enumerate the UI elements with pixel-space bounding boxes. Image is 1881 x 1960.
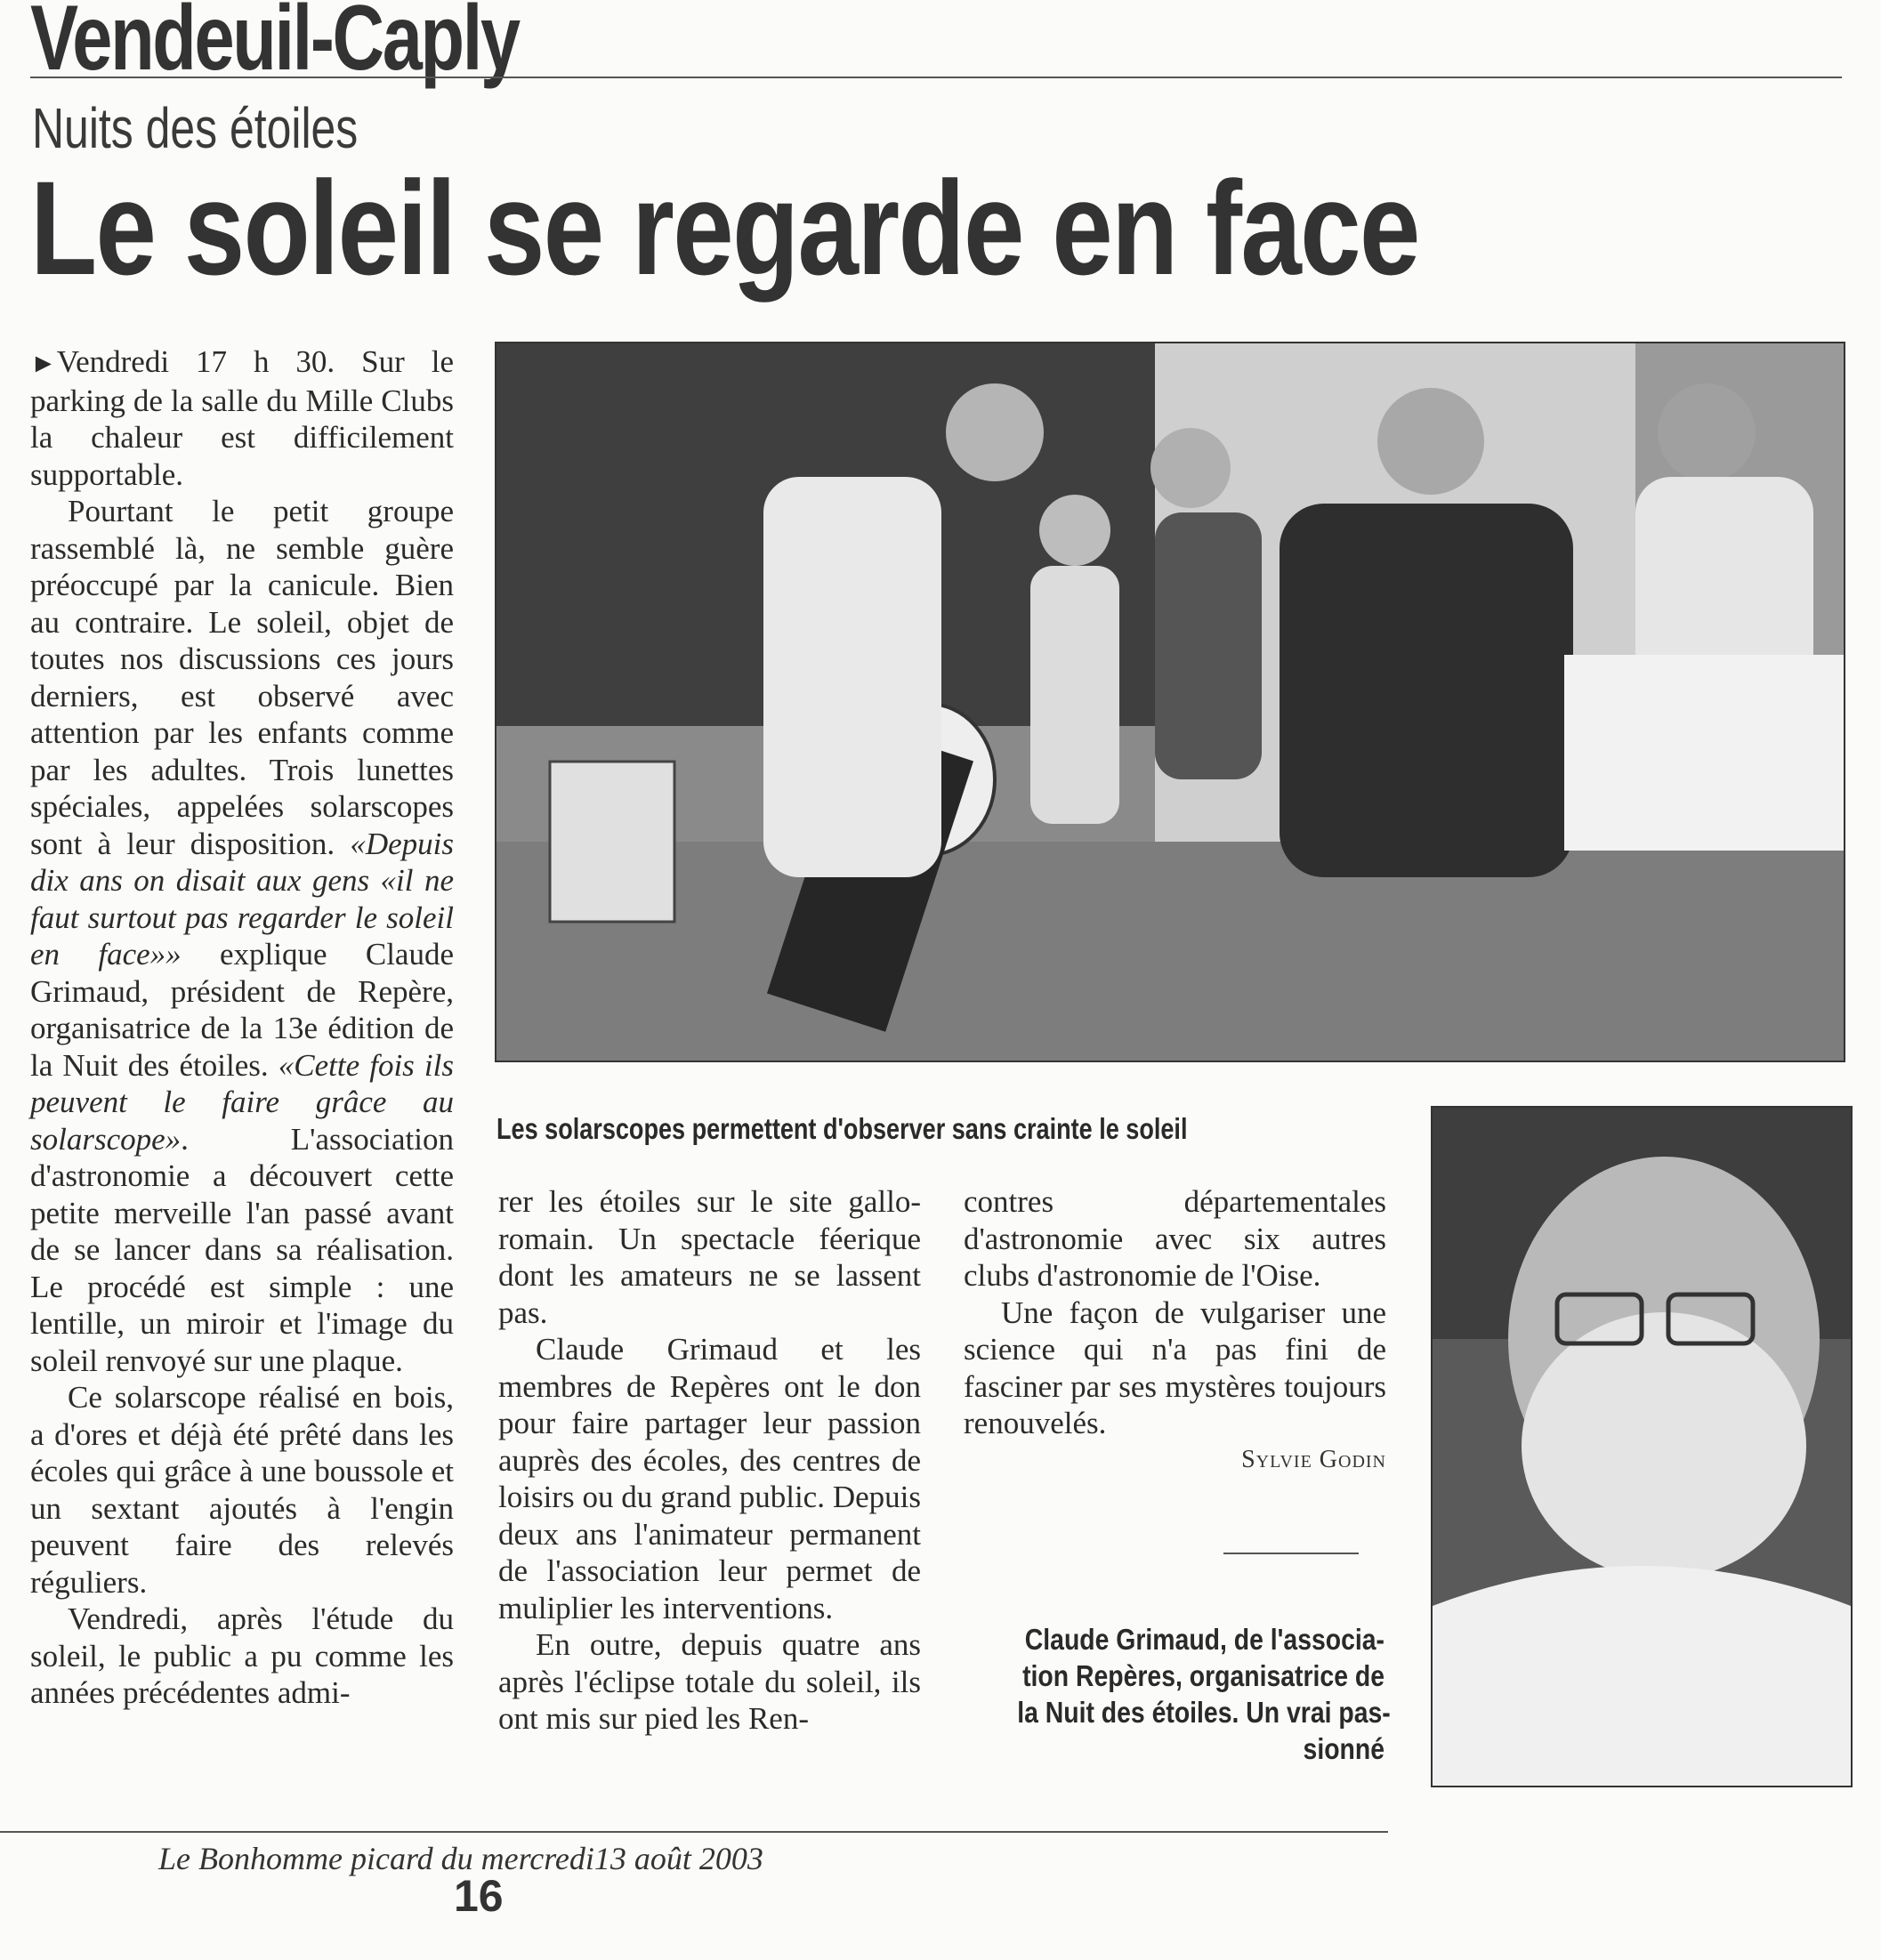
author-byline: Sylvie Godin [1241, 1446, 1386, 1473]
portrait-photo [1431, 1106, 1853, 1787]
town-heading: Vendeuil-Caply [30, 0, 519, 90]
quote-1: «Depuis dix ans on disait aux gens «il ne faut surtout pas regarder le soleil en face»» [30, 826, 454, 972]
article-column-2 [498, 1183, 921, 1738]
portrait-caption-line: Claude Grimaud, de l'associa- [1024, 1623, 1385, 1656]
page-number: 16 [454, 1871, 504, 1921]
photo-caption: Les solarscopes permettent d'observer sans crainte le soleil [496, 1112, 1188, 1145]
col3-paragraph-1: contres départementales d'astronomie avec six autres clubs d'astronomie de l'Oise. [964, 1184, 1386, 1293]
col1-paragraph-2: Pourtant le petit groupe rassemblé là, ne semble guère préoccupé par la canicule. Bien au contraire. Le soleil, objet de toutes nos discussions ces jours derniers, est observé avec attention par les enfants comme par les adultes. Trois lunettes spéciales, appelées solarscopes sont à leur disposition. [30, 494, 454, 861]
col3-paragraph-2: Une façon de vulgariser une science qui n'a pas fini de fasciner par ses mystères toujours renouvelés. [964, 1295, 1386, 1440]
col1-paragraph-2-cont: explique Claude Grimaud, président de Repère, organisatrice de la 13e édition de la Nuit des étoiles. [30, 937, 455, 1083]
col2-paragraph-3: En outre, depuis quatre ans après l'éclipse totale du soleil, ils ont mis sur pied les Ren- [498, 1627, 921, 1736]
col2-paragraph-1: rer les étoiles sur le site gallo-romain. Un spectacle féerique dont les amateurs ne se lassent pas. [498, 1184, 921, 1330]
byline-rule [1223, 1553, 1359, 1554]
header-rule [30, 77, 1842, 78]
col1-paragraph-2-end: . L'association d'astronomie a découvert cette petite merveille l'an passé avant de se lancer dans sa réalisation. Le procédé est simple : une lentille, un miroir et l'image du soleil renvoyé sur une plaque. [30, 1121, 454, 1378]
bullet-arrow-icon: ► [30, 349, 57, 378]
quote-2: «Cette fois ils peuvent le faire grâce au solarscope» [30, 1047, 454, 1157]
col1-paragraph-3: Ce solarscope réalisé en bois, a d'ores et déjà été prêté dans les écoles qui grâce à une boussole et un sextant ajoutés à l'engin peuvent faire des relevés réguliers. [30, 1380, 454, 1600]
article-headline: Le soleil se regarde en face [30, 153, 1419, 302]
col2-paragraph-2: Claude Grimaud et les membres de Repères ont le don pour faire partager leur passion auprès des écoles, des centres de loisirs ou du grand public. Depuis deux ans l'animateur permanent de l'association leur permet de muliplier les interventions. [498, 1332, 921, 1625]
portrait-caption-line: la Nuit des étoiles. Un vrai pas- [1017, 1696, 1391, 1729]
publication-source: Le Bonhomme picard du mercredi13 août 2003 [158, 1841, 763, 1876]
portrait-caption-line: sionné [1303, 1732, 1385, 1765]
footer-rule [0, 1831, 1388, 1833]
solarscope-photo [495, 342, 1845, 1062]
col1-paragraph-1: Vendredi 17 h 30. Sur le parking de la salle du Mille Clubs la chaleur est difficilement supportable. [30, 344, 454, 492]
article-column-1 [30, 343, 454, 1712]
article-column-3 [964, 1183, 1386, 1442]
portrait-caption-line: tion Repères, organisatrice de [1022, 1659, 1385, 1692]
portrait-caption [957, 1621, 1391, 1767]
col1-paragraph-4: Vendredi, après l'étude du soleil, le public a pu comme les années précédentes admi- [30, 1601, 454, 1710]
section-kicker: Nuits des étoiles [32, 96, 359, 160]
